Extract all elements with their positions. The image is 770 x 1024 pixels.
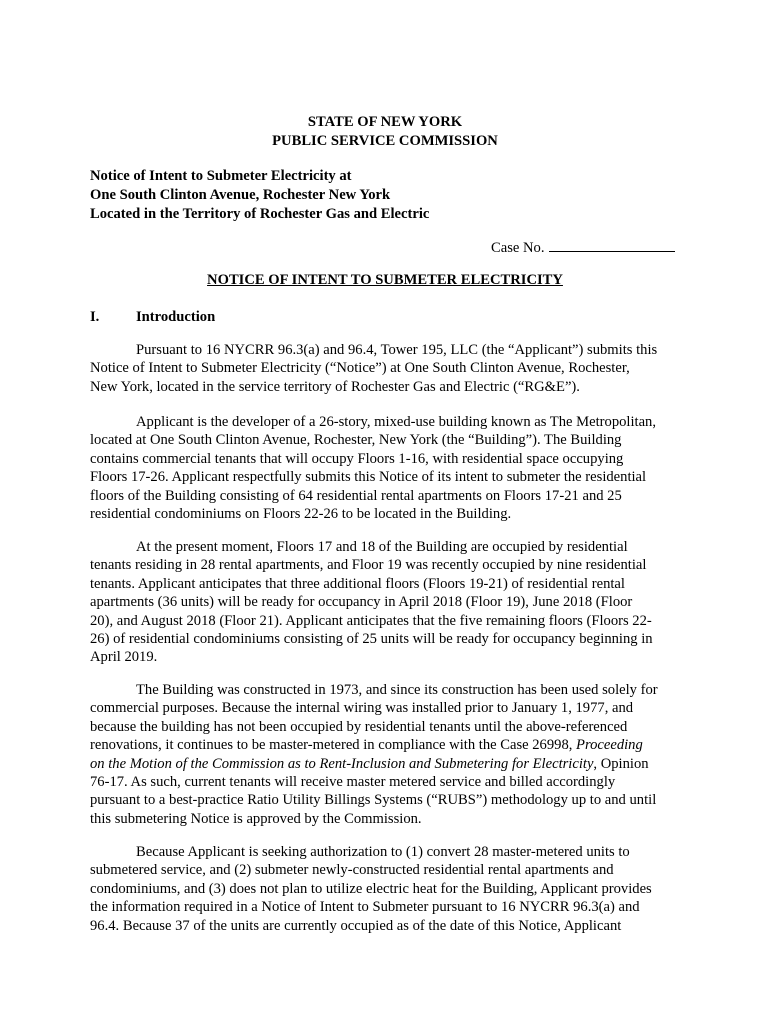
notice-caption [90,167,429,224]
paragraph-line: submetered service, and (2) submeter newly-constructed residential rental apartments and [90,862,614,879]
header-commission: PUBLIC SERVICE COMMISSION [272,133,498,149]
paragraph-line: this submetering Notice is approved by the Commission. [90,810,422,827]
header-state: STATE OF NEW YORK [307,114,463,130]
paragraph-line: Because Applicant is seeking authorization to (1) convert 28 master-metered units to [136,844,630,860]
paragraph-line [90,736,682,754]
paragraph-line [90,755,682,773]
paragraph-line: floors of the Building consisting of 64 residential rental apartments on Floors 17-21 and 25 [90,487,622,504]
line-text: renovations, it continues to be master-metered in compliance with the Case 26998, [90,737,577,754]
paragraph-line: 76-17. As such, current tenants will receive master metered service and billed accordingly [90,774,616,791]
paragraph-line: 20), and August 2018 (Floor 21). Applicant anticipates that the five remaining floors (Floors 22- [90,612,652,629]
paragraph-line: 96.4. Because 37 of the units are currently occupied as of the date of this Notice, Applicant [90,917,622,934]
paragraph-line: apartments (36 units) will be ready for occupancy in April 2018 (Floor 19), June 2018 (Floor [90,594,633,611]
paragraph-line: tenants. Applicant anticipates that three additional floors (Floors 19-21) of residential rental [90,575,625,592]
paragraph-line: contains commercial tenants that will occupy Floors 1-16, with residential space occupying [90,450,624,467]
paragraph-line: condominiums, and (3) does not plan to utilize electric heat for the Building, Applicant provides [90,880,652,897]
caption-line: Notice of Intent to Submeter Electricity at [90,168,352,184]
paragraph-line: Floors 17-26. Applicant respectfully submits this Notice of its intent to submeter the residential [90,469,647,486]
paragraph-line: New York, located in the service territory of Rochester Gas and Electric (“RG&E”). [90,378,580,395]
paragraph-line: commercial purposes. Because the internal wiring was installed prior to January 1, 1977, and [90,700,634,717]
paragraph-line: Applicant is the developer of a 26-story, mixed-use building known as The Metropolitan, [136,414,656,430]
paragraph [90,538,682,667]
section-heading [90,308,215,327]
paragraph-line: The Building was constructed in 1973, and since its construction has been used solely for [136,682,658,698]
paragraph [90,341,682,396]
paragraph-line: At the present moment, Floors 17 and 18 of the Building are occupied by residential [136,539,628,555]
paragraph-line: located at One South Clinton Avenue, Rochester, New York (the “Building”). The Building [90,432,622,449]
paragraph-line: residential condominiums on Floors 22-26 to be located in the Building. [90,506,512,523]
caption-line: Located in the Territory of Rochester Gas and Electric [90,206,430,222]
document-title: NOTICE OF INTENT TO SUBMETER ELECTRICITY [207,272,563,288]
paragraph-line: Notice of Intent to Submeter Electricity (“Notice”) at One South Clinton Avenue, Rochester, [90,360,630,377]
case-number-blank [549,237,675,252]
paragraph [90,843,682,935]
case-name-italic: Proceeding [576,737,643,754]
caption-line: One South Clinton Avenue, Rochester New York [90,187,391,203]
paragraph-line: tenants residing in 28 rental apartments, and Floor 19 was recently occupied by nine residential [90,557,647,574]
case-number [491,237,675,258]
case-name-italic: on the Motion of the Commission as to Rent-Inclusion and Submetering for Electricity [90,755,594,772]
paragraph-line: 26) of residential condominiums consisting of 25 units will be ready for occupancy beginning in [90,631,653,648]
paragraph [90,413,682,523]
paragraph [90,681,682,828]
case-label: Case No. [491,240,545,256]
paragraph-line: April 2019. [90,649,158,666]
paragraph-line: because the building has not been occupied by residential tenants until the above-referenced [90,718,628,735]
section-number: I. [90,309,100,325]
paragraph-line: the information required in a Notice of Intent to Submeter pursuant to 16 NYCRR 96.3(a) and [90,899,640,916]
line-text: , Opinion [593,755,649,772]
section-title: Introduction [136,309,216,325]
paragraph-line: pursuant to a best-practice Ratio Utility Billings Systems (“RUBS”) methodology up to and until [90,792,657,809]
paragraph-line: Pursuant to 16 NYCRR 96.3(a) and 96.4, Tower 195, LLC (the “Applicant”) submits this [136,342,658,358]
